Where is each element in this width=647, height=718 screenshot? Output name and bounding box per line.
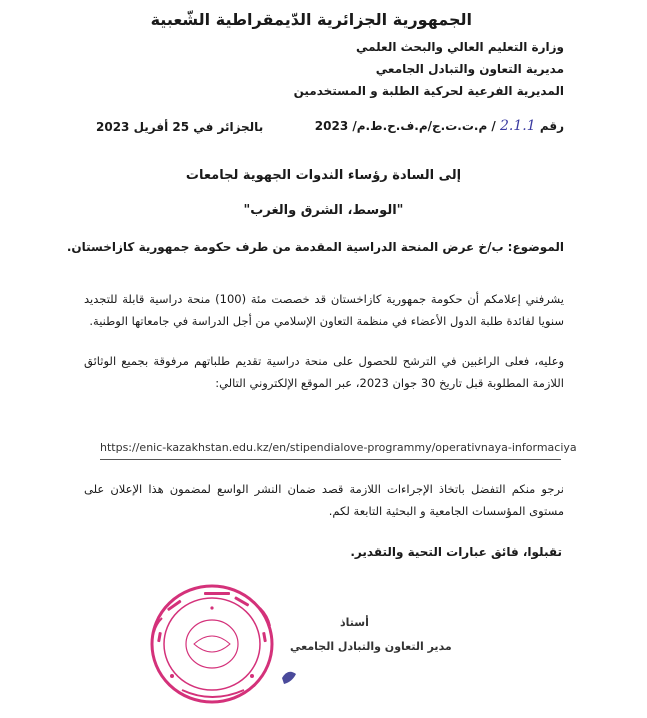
place-date: بالجزائر في 25 أفريل 2023 — [96, 120, 264, 134]
body-paragraph-3: نرجو منكم التفضل باتخاذ الإجراءات اللازمة قصد ضمان النشر الواسع لمضمون هذا الإعلان على مستوى المؤسسات الجامعية و البحثية التابعة لكم. — [84, 482, 564, 518]
directorate-name: مديرية التعاون والتبادل الجامعي — [375, 62, 564, 76]
closing-line: تقبلوا، فائق عبارات التحية والتقدير. — [350, 545, 562, 559]
reference-label: رقم — [539, 119, 564, 133]
stamp-seal-icon — [142, 578, 314, 710]
ministry-name: وزارة التعليم العالي والبحث العلمي — [355, 40, 564, 54]
official-stamp — [142, 578, 314, 710]
addressee-line-1: إلى السادة رؤساء الندوات الجهوية لجامعات — [185, 168, 462, 183]
signer-role: مدير التعاون والتبادل الجامعي — [290, 640, 452, 653]
subject-line: الموضوع: ب/خ عرض المنحة الدراسية المقدمة من طرف حكومة جمهورية كازاخستان. — [66, 240, 564, 254]
addressee-line-2: "الوسط، الشرق والغرب" — [243, 203, 404, 218]
link-underline — [100, 459, 561, 460]
body-paragraph-2: وعليه، فعلى الراغبين في الترشح للحصول على منحة دراسية تقديم طلباتهم مرفوقة بجميع الوثائق اللازمة المطلوبة قبل تاريخ 30 جوان 2023، عبر الموقع الإلكتروني التالي: — [84, 354, 564, 390]
handwritten-number: 2.1.1 — [500, 118, 536, 134]
body-paragraph-1: يشرفني إعلامكم أن حكومة جمهورية كازاخستان قد خصصت مئة (100) منحة دراسية قابلة للتجديد سنويا لفائدة طلبة الدول الأعضاء في منظمة التعاون الإسلامي من أجل الدراسة في جامعاتها الوطنية. — [84, 292, 564, 328]
republic-heading: الجمهورية الجزائرية الدّيمقراطية الشّعبية — [150, 10, 472, 29]
signer-title: أستاذ — [340, 616, 369, 629]
website-link[interactable]: https://enic-kazakhstan.edu.kz/en/stipendialove-programmy/operativnaya-informaciya — [100, 441, 577, 454]
reference-code: / م.ت.ت.ج/م.ف.ح.ط.م/ 2023 — [314, 119, 496, 133]
subdirectorate-name: المديرية الفرعية لحركية الطلبة و المستخدمين — [293, 84, 564, 98]
reference-number — [315, 118, 564, 134]
